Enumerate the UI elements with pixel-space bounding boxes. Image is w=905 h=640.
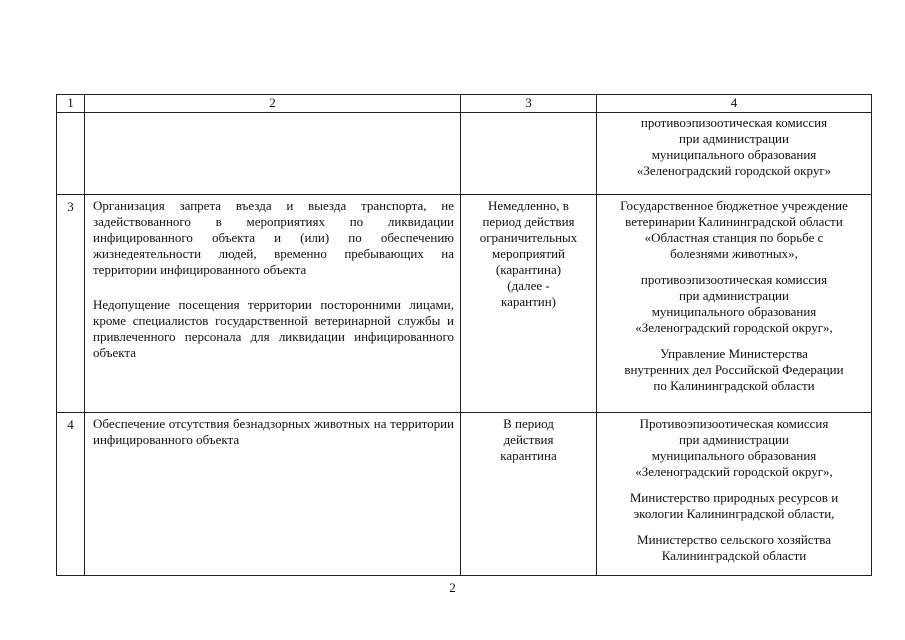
measure-cell xyxy=(85,195,461,413)
row-number: 3 xyxy=(57,195,85,413)
text-line: Калининградской области xyxy=(661,548,807,563)
measures-table xyxy=(56,94,872,576)
column-header-3: 3 xyxy=(461,95,597,113)
measure-paragraph: Обеспечение отсутствия безнадзорных животных на территории инфицированного объекта xyxy=(93,416,454,447)
text-line: при администрации xyxy=(679,131,789,146)
responsible-group xyxy=(597,532,871,564)
text-line: «Областная станция по борьбе с xyxy=(644,230,824,245)
responsible-cell xyxy=(597,413,872,576)
row-number-cell xyxy=(57,113,85,195)
text-line: карантина xyxy=(500,448,557,463)
measure-paragraph: Организация запрета въезда и выезда транспорта, не задействованного в мероприятиях по ликвидации инфицированного объекта и (или) по обеспечению жизнедеятельности людей, временно пребывающих на территории инфицированного объекта xyxy=(93,198,454,277)
column-header-2: 2 xyxy=(85,95,461,113)
text-line: муниципального образования xyxy=(651,448,817,463)
deadline-text xyxy=(461,195,596,310)
measure-cell xyxy=(85,413,461,576)
header-row xyxy=(57,95,872,113)
responsible-cell xyxy=(597,195,872,413)
deadline-cell xyxy=(461,195,597,413)
text-line: по Калининградской области xyxy=(653,378,815,393)
text-line: «Зеленоградский городской округ», xyxy=(635,320,833,335)
column-header-4: 4 xyxy=(597,95,872,113)
text-line: «Зеленоградский городской округ», xyxy=(635,464,833,479)
text-line: ограничительных xyxy=(479,230,578,245)
column-header-1: 1 xyxy=(57,95,85,113)
text-line: муниципального образования xyxy=(651,147,817,162)
text-line: В период xyxy=(503,416,554,431)
responsible-group xyxy=(597,272,871,336)
page-number: 2 xyxy=(449,580,456,595)
table-row-continued xyxy=(57,113,872,195)
text-line: ветеринарии Калининградской области xyxy=(625,214,843,229)
responsible-group xyxy=(597,346,871,394)
text-line: Немедленно, в xyxy=(488,198,569,213)
responsible-cell xyxy=(597,113,872,195)
table-row-3 xyxy=(57,195,872,413)
text-line: карантин) xyxy=(500,294,557,309)
deadline-cell xyxy=(461,413,597,576)
text-line: при администрации xyxy=(679,432,789,447)
responsible-group xyxy=(597,113,871,179)
measure-paragraph: Недопущение посещения территории посторонними лицами, кроме специалистов государственной ветеринарной службы и привлеченного персонала для ликвидации инфицированного объекта xyxy=(93,297,454,360)
deadline-text xyxy=(461,413,596,464)
text-line: Противоэпизоотическая комиссия xyxy=(639,416,829,431)
responsible-group xyxy=(597,195,871,262)
table-row-4 xyxy=(57,413,872,576)
text-line: при администрации xyxy=(679,288,789,303)
text-line: период действия xyxy=(482,214,575,229)
text-line: Управление Министерства xyxy=(660,346,808,361)
text-line: экологии Калининградской области, xyxy=(633,506,835,521)
responsible-group xyxy=(597,413,871,480)
text-line: Государственное бюджетное учреждение xyxy=(620,198,848,213)
text-line: (карантина) xyxy=(495,262,562,277)
measure-cell xyxy=(85,113,461,195)
text-line: внутренних дел Российской Федерации xyxy=(624,362,844,377)
text-line: болезнями животных», xyxy=(670,246,798,261)
text-line: Министерство сельского хозяйства xyxy=(637,532,831,547)
text-line: Министерство природных ресурсов и xyxy=(629,490,839,505)
text-line: муниципального образования xyxy=(651,304,817,319)
text-line: «Зеленоградский городской округ» xyxy=(636,163,832,178)
deadline-cell xyxy=(461,113,597,195)
text-line: мероприятий xyxy=(492,246,565,261)
text-line: (далее - xyxy=(507,278,550,293)
text-line: противоэпизоотическая комиссия xyxy=(640,115,828,130)
text-line: действия xyxy=(503,432,554,447)
row-number: 4 xyxy=(57,413,85,576)
responsible-group xyxy=(597,490,871,522)
text-line: противоэпизоотическая комиссия xyxy=(640,272,828,287)
